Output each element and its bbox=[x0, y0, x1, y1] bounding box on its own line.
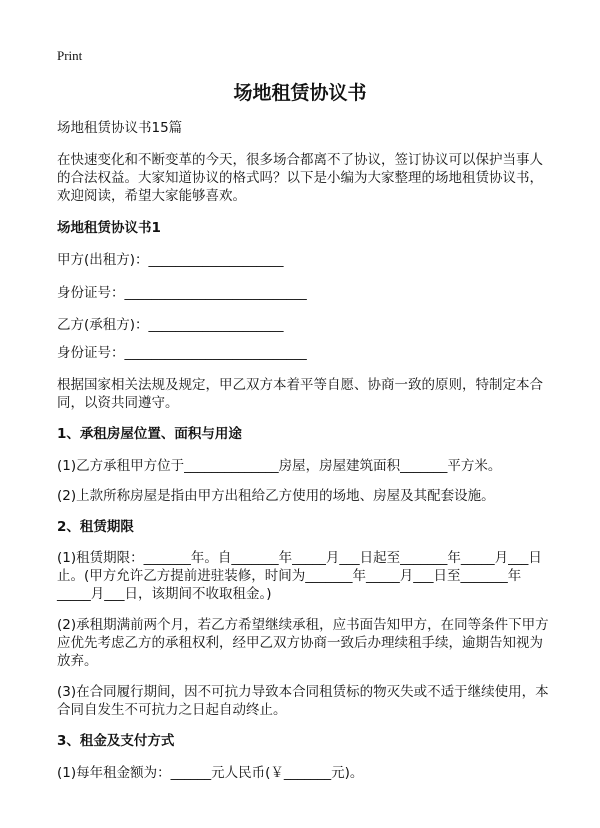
preamble-paragraph: 根据国家相关法规及规定，甲乙双方本着平等自愿、协商一致的原则，特制定本合同，以资共同遵守。 bbox=[57, 377, 543, 411]
heading-location: 1、承租房屋位置、面积与用途 bbox=[57, 426, 242, 442]
print-link[interactable]: Print bbox=[57, 48, 83, 63]
heading-rent: 3、租金及支付方式 bbox=[57, 733, 175, 749]
party-a-field: 甲方(出租方)：____________________ bbox=[57, 252, 284, 268]
clause-1-1: (1)乙方承租甲方位于______________房屋，房屋建筑面积_______平方米。 bbox=[57, 458, 502, 474]
intro-paragraph: 在快速变化和不断变革的今天，很多场合都离不了协议，签订协议可以保护当事人的合法权益。大家知道协议的格式吗？以下是小编为大家整理的场地租赁协议书，欢迎阅读，希望大家能够喜欢。 bbox=[57, 152, 543, 204]
section-title: 场地租赁协议书1 bbox=[57, 220, 161, 236]
id-a-field: 身份证号：___________________________ bbox=[57, 285, 307, 301]
party-b-field: 乙方(承租方)：____________________ bbox=[57, 317, 284, 333]
clause-3-1: (1)每年租金额为：______元人民币(￥_______元)。 bbox=[57, 765, 364, 781]
id-b-field: 身份证号：___________________________ bbox=[57, 345, 307, 361]
clause-1-2: (2)上款所称房屋是指由甲方出租给乙方使用的场地、房屋及其配套设施。 bbox=[57, 488, 495, 504]
clause-2-3: (3)在合同履行期间，因不可抗力导致本合同租赁标的物灭失或不适于继续使用，本合同自发生不可抗力之日起自动终止。 bbox=[57, 684, 549, 718]
clause-2-2: (2)承租期满前两个月，若乙方希望继续承租，应书面告知甲方，在同等条件下甲方应优先考虑乙方的承租权利，经甲乙双方协商一致后办理续租手续，逾期告知视为放弃。 bbox=[57, 617, 549, 669]
clause-2-1: (1)租赁期限：_______年。自_______年_____月___日起至_______年_____月___日止。(甲方允许乙方提前进驻装修，时间为_______年_____月___日至_______年_____月___日，该期间不收取租金。) bbox=[57, 550, 542, 602]
subtitle: 场地租赁协议书15篇 bbox=[57, 120, 183, 136]
heading-term: 2、租赁期限 bbox=[57, 519, 134, 535]
page-title: 场地租赁协议书 bbox=[233, 82, 367, 104]
